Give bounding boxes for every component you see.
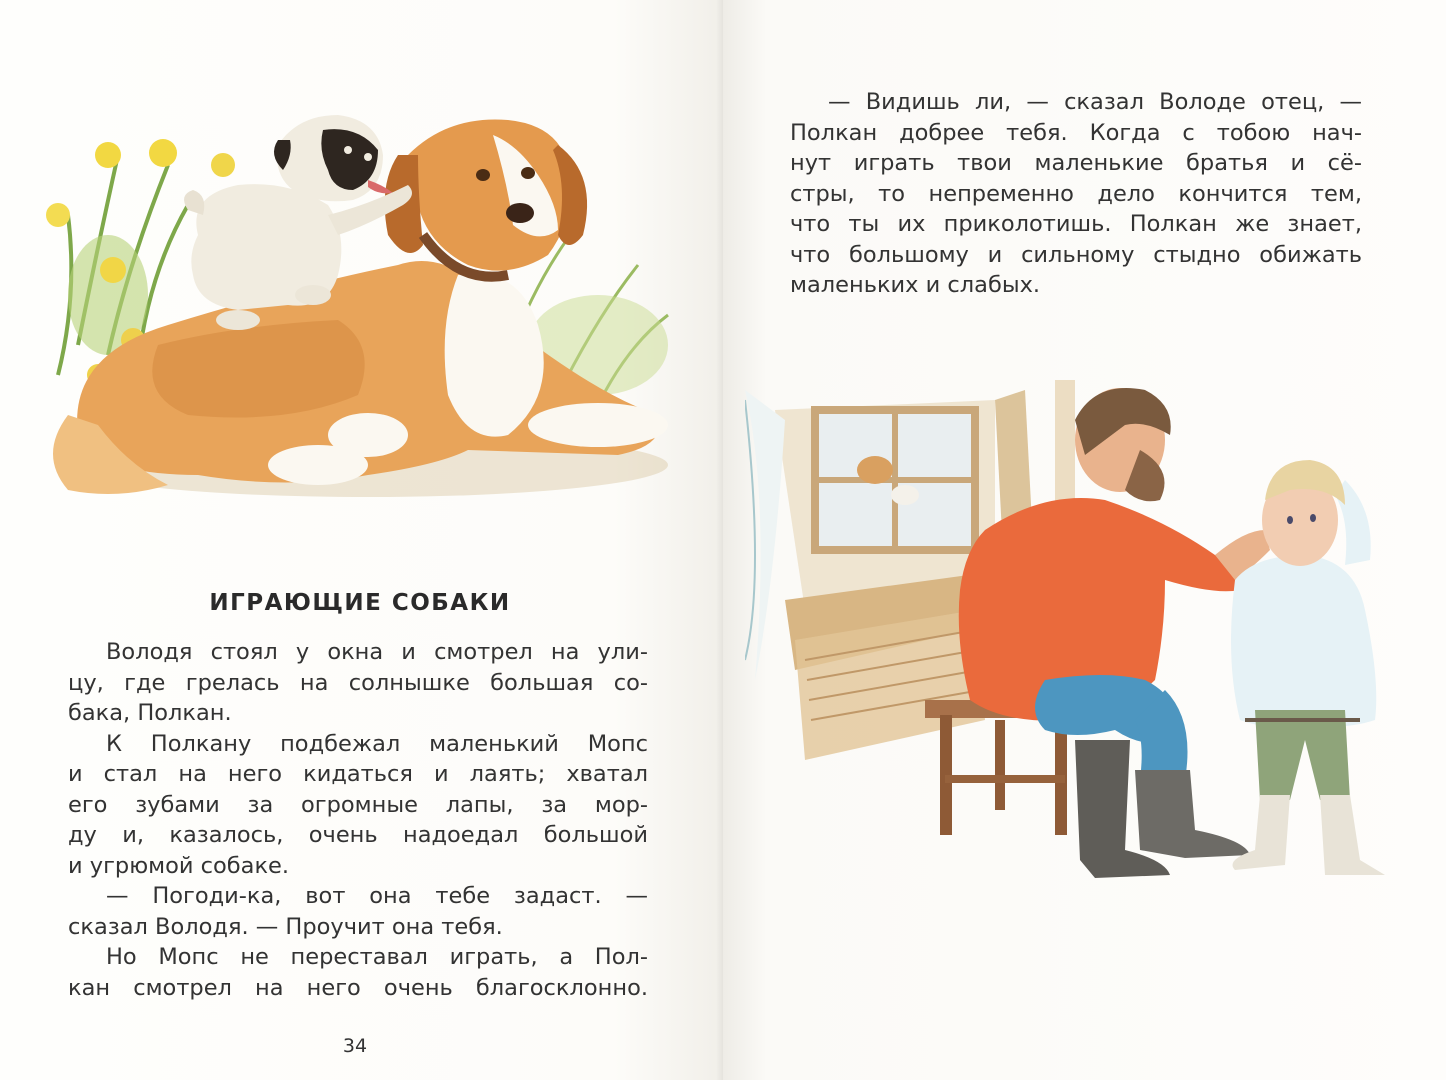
page-number: 34 <box>342 1035 368 1057</box>
text-line: К Полкану подбежал маленький Мопс <box>106 730 648 757</box>
text-line: Володя стоял у окна и смотрел на ули- <box>106 639 648 665</box>
boy-figure <box>1231 460 1385 875</box>
text-line: цу, где грелась на солнышке большая со- <box>68 669 648 696</box>
text-line: ду и, казалось, очень надоедал большой <box>68 822 648 848</box>
dog-and-pug-illustration <box>38 95 678 505</box>
text-line: — Погоди-ка, вот она тебе задаст. — <box>106 883 648 909</box>
text-line: сказал Володя. — Проучит она тебя. <box>68 913 503 940</box>
text-line: Но Мопс не переставал играть, а Пол- <box>106 944 648 970</box>
text-line: — Видишь ли, — сказал Володе отец, — <box>828 89 1362 115</box>
text-line: бака, Полкан. <box>68 700 232 726</box>
text-line: что большому и сильному стыдно обижать <box>790 241 1362 268</box>
text-line: нут играть твои маленькие братья и сё- <box>790 150 1362 176</box>
text-line: стры, то непременно дело кончится тем, <box>790 180 1362 207</box>
text-line: и угрюмой собаке. <box>68 852 290 879</box>
text-line: маленьких и слабых. <box>790 272 1041 298</box>
text-line: что ты их приколотишь. Полкан же знает, <box>790 211 1362 237</box>
text-line: его зубами за огромные лапы, за мор- <box>68 791 648 818</box>
text-line: кан смотрел на него очень благосклонно. <box>68 974 648 1001</box>
left-page-text <box>68 637 648 1003</box>
father-and-son-illustration <box>745 380 1390 910</box>
right-page-text <box>790 87 1362 301</box>
text-line: Полкан добрее тебя. Когда с тобою нач- <box>790 119 1362 146</box>
text-line: и стал на него кидаться и лаять; хватал <box>68 761 648 787</box>
story-title: ИГРАЮЩИЕ СОБАКИ <box>209 590 511 616</box>
